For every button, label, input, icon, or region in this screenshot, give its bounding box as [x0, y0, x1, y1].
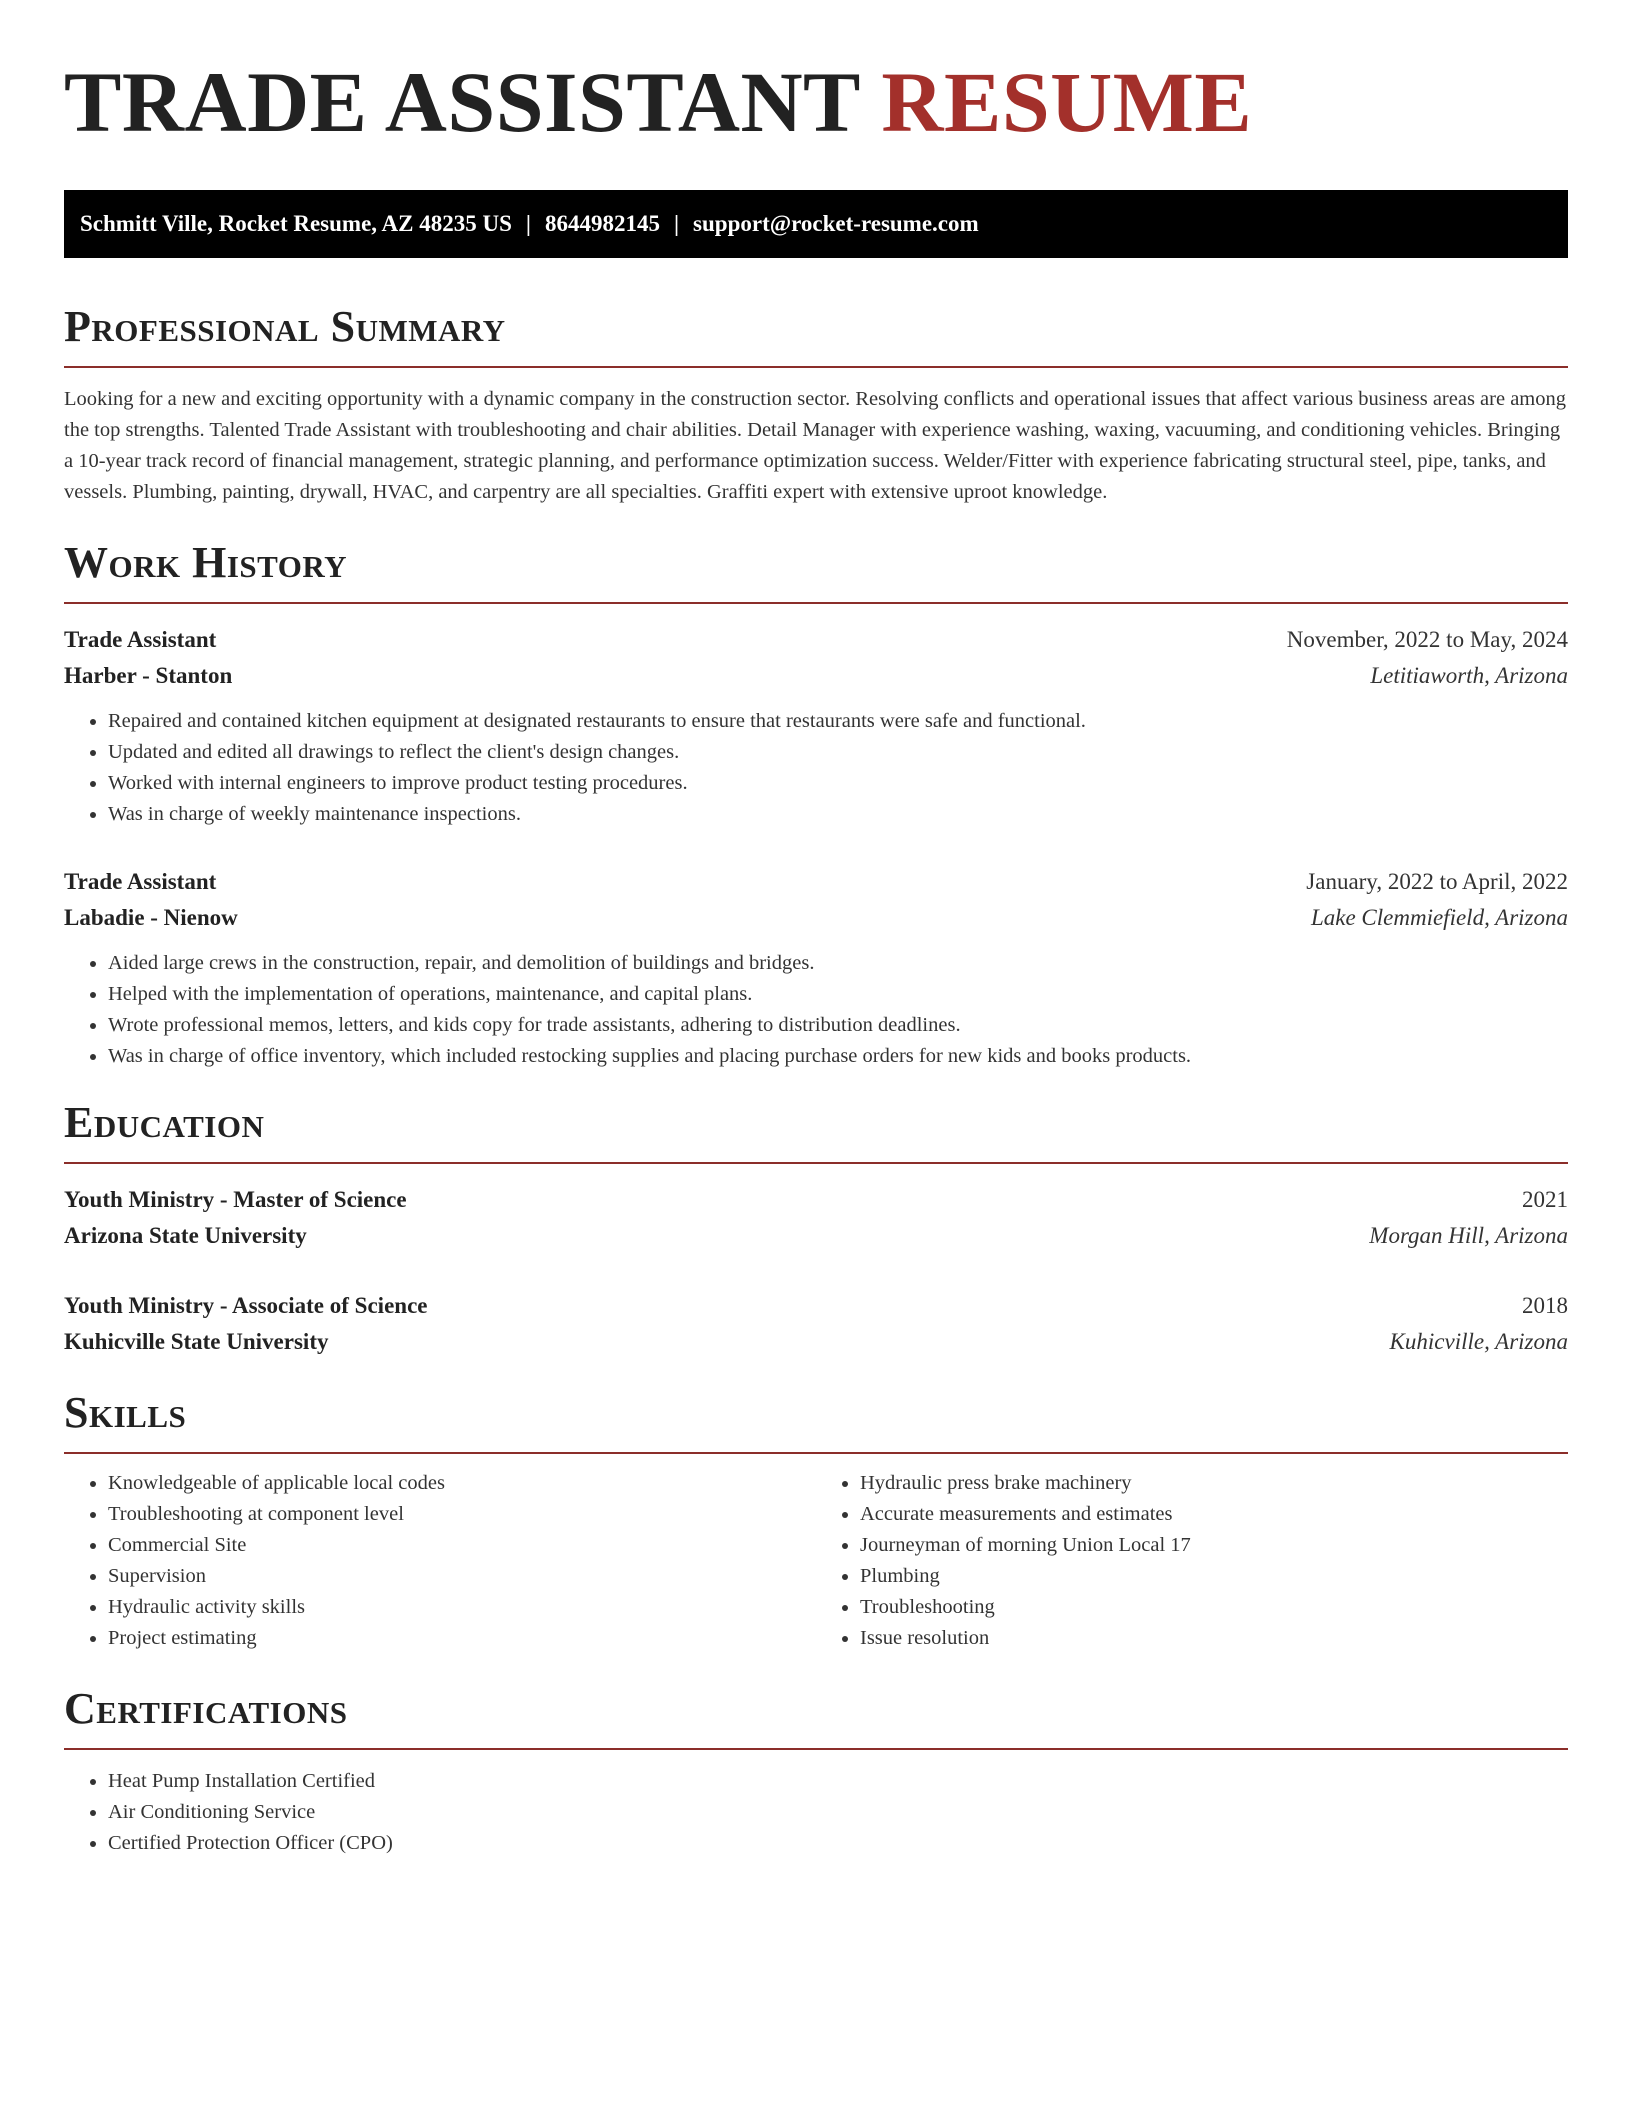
- title-accent: RESUME: [881, 54, 1253, 150]
- skills-list-left: [64, 1468, 816, 1654]
- list-item: • Project estimating: [108, 1623, 816, 1654]
- skills-list-right: [816, 1468, 1568, 1654]
- list-item: • Wrote professional memos, letters, and kids copy for trade assistants, adhering to distribution deadlines.: [108, 1010, 1568, 1041]
- education-degree: Youth Ministry - Master of Science: [64, 1187, 407, 1212]
- list-item: • Updated and edited all drawings to reflect the client's design changes.: [108, 737, 1568, 768]
- education-school: Kuhicville State University: [64, 1329, 329, 1354]
- list-item: • Supervision: [108, 1561, 816, 1592]
- education-year: 2018: [1522, 1293, 1568, 1318]
- summary-heading: Professional Summary: [64, 302, 506, 351]
- contact-phone: 8644982145: [544, 211, 660, 236]
- list-item: • Issue resolution: [860, 1623, 1568, 1654]
- job-header-row: [64, 622, 1568, 658]
- job-company-row: [64, 900, 1568, 936]
- contact-bar: [64, 190, 1568, 258]
- education-school-row: [64, 1218, 1568, 1254]
- education-school-row: [64, 1324, 1568, 1360]
- contact-email: support@rocket-resume.com: [693, 211, 979, 236]
- job-location: Lake Clemmiefield, Arizona: [1310, 905, 1568, 930]
- skills-heading: Skills: [64, 1388, 187, 1437]
- list-item: • Troubleshooting at component level: [108, 1499, 816, 1530]
- section-divider: [64, 1748, 1568, 1750]
- contact-separator: |: [673, 211, 680, 236]
- job-company: Labadie - Nienow: [64, 905, 238, 930]
- job-entry: [64, 622, 1568, 830]
- list-item: • Repaired and contained kitchen equipment at designated restaurants to ensure that restaurants were safe and functional.: [108, 706, 1568, 737]
- resume-title: [64, 52, 1568, 152]
- certifications-heading: Certifications: [64, 1684, 348, 1733]
- certifications-list: [64, 1766, 1568, 1859]
- job-duties-list: [64, 706, 1568, 830]
- education-year: 2021: [1522, 1187, 1568, 1212]
- job-header-row: [64, 864, 1568, 900]
- skills-columns: [64, 1468, 1568, 1654]
- summary-text: Looking for a new and exciting opportunity with a dynamic company in the construction sector. Resolving conflicts and operational issues that affect various business areas are among the top strengths. Talented Trade Assistant with troubleshooting and chair abilities. Detail Manager with experience washing, waxing, vacuuming, and conditioning vehicles. Bringing a 10-year track record of financial management, strategic planning, and performance optimization success. Welder/Fitter with experience fabricating structural steel, pipe, tanks, and vessels. Plumbing, painting, drywall, HVAC, and carpentry are all specialties. Graffiti expert with extensive uproot knowledge.: [64, 388, 1566, 503]
- list-item: • Heat Pump Installation Certified: [108, 1766, 1568, 1797]
- title-main: TRADE ASSISTANT: [64, 54, 860, 150]
- education-school: Arizona State University: [64, 1223, 307, 1248]
- contact-separator: |: [525, 211, 531, 236]
- job-title: Trade Assistant: [64, 869, 217, 894]
- list-item: • Commercial Site: [108, 1530, 816, 1561]
- list-item: • Helped with the implementation of operations, maintenance, and capital plans.: [108, 979, 1568, 1010]
- list-item: • Troubleshooting: [860, 1592, 1568, 1623]
- list-item: • Journeyman of morning Union Local 17: [860, 1530, 1568, 1561]
- education-entry: [64, 1182, 1568, 1254]
- job-title: Trade Assistant: [64, 627, 217, 652]
- list-item: • Was in charge of office inventory, which included restocking supplies and placing purchase orders for new kids and books products.: [108, 1041, 1568, 1072]
- education-location: Kuhicville, Arizona: [1389, 1329, 1568, 1354]
- education-location: Morgan Hill, Arizona: [1369, 1223, 1568, 1248]
- job-company-row: [64, 658, 1568, 694]
- education-heading: Education: [64, 1098, 265, 1147]
- work-history-heading: Work History: [64, 538, 348, 587]
- job-location: Letitiaworth, Arizona: [1370, 663, 1568, 688]
- list-item: • Worked with internal engineers to improve product testing procedures.: [108, 768, 1568, 799]
- job-duties-list: [64, 948, 1568, 1072]
- list-item: • Accurate measurements and estimates: [860, 1499, 1568, 1530]
- list-item: • Certified Protection Officer (CPO): [108, 1828, 1568, 1859]
- job-dates: January, 2022 to April, 2022: [1306, 869, 1568, 894]
- education-degree-row: [64, 1182, 1568, 1218]
- section-divider: [64, 602, 1568, 604]
- job-entry: [64, 864, 1568, 1072]
- education-degree-row: [64, 1288, 1568, 1324]
- list-item: • Air Conditioning Service: [108, 1797, 1568, 1828]
- education-degree: Youth Ministry - Associate of Science: [64, 1293, 428, 1318]
- list-item: • Hydraulic activity skills: [108, 1592, 816, 1623]
- education-entry: [64, 1288, 1568, 1360]
- list-item: • Was in charge of weekly maintenance inspections.: [108, 799, 1568, 830]
- section-divider: [64, 366, 1568, 368]
- section-divider: [64, 1452, 1568, 1454]
- contact-address: Schmitt Ville, Rocket Resume, AZ 48235 US: [80, 211, 512, 236]
- list-item: • Knowledgeable of applicable local codes: [108, 1468, 816, 1499]
- section-divider: [64, 1162, 1568, 1164]
- job-company: Harber - Stanton: [64, 663, 233, 688]
- list-item: • Aided large crews in the construction, repair, and demolition of buildings and bridges.: [108, 948, 1568, 979]
- job-dates: November, 2022 to May, 2024: [1286, 627, 1568, 652]
- list-item: • Plumbing: [860, 1561, 1568, 1592]
- list-item: • Hydraulic press brake machinery: [860, 1468, 1568, 1499]
